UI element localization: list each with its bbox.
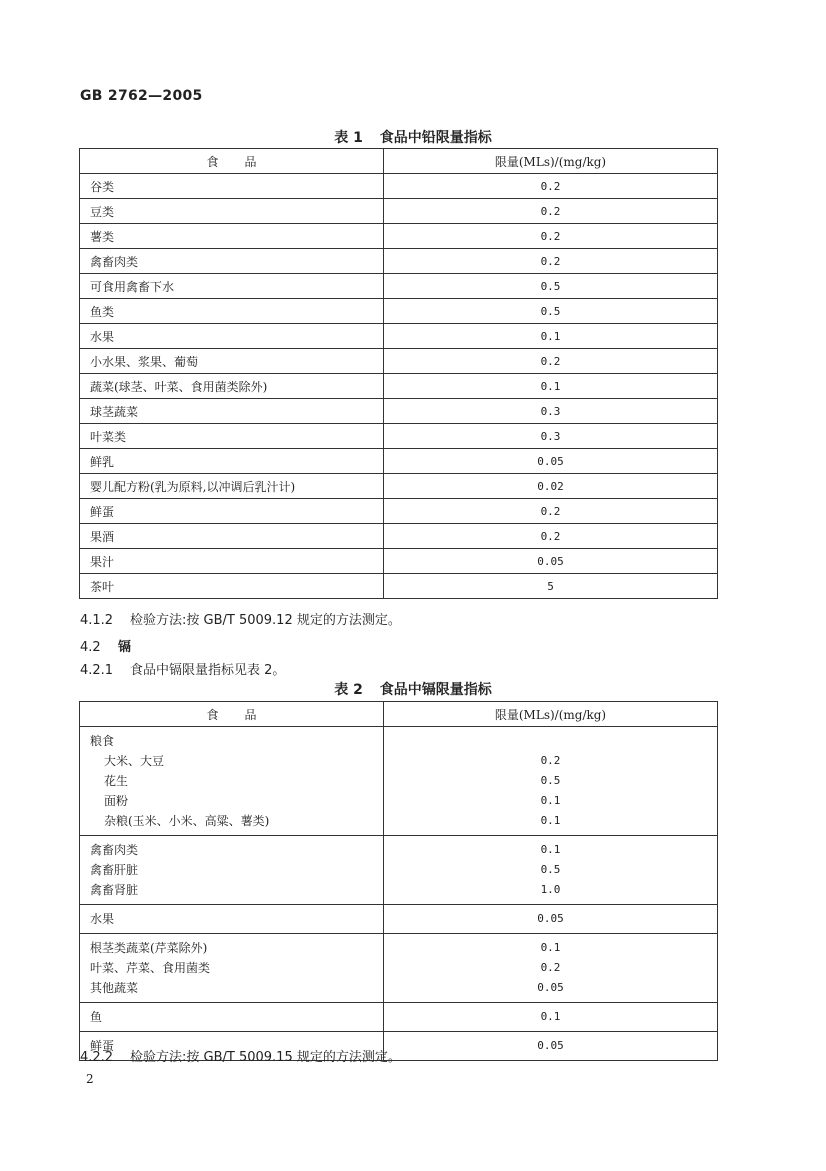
food-name-cell: 薯类 [80,224,384,249]
limit-value-cell: 0.05 [384,549,718,574]
limit-value-cell: 0.2 [384,499,718,524]
food-name-cell [80,934,384,1003]
limit-value: 0.05 [537,912,564,925]
food-name: 禽畜肾脏 [90,883,139,897]
table-row [80,499,718,524]
limit-value: 1.0 [540,883,561,896]
column-header-food: 食品 [80,149,384,174]
food-name-cell: 小水果、浆果、葡萄 [80,349,384,374]
food-name-cell: 鲜蛋 [80,499,384,524]
food-name-cell: 果汁 [80,549,384,574]
section-4-2 [80,636,131,655]
table-row [80,299,718,324]
table-row-group [80,1003,718,1032]
table1-title: 食品中铅限量指标 [379,130,492,146]
column-header-food: 食品 [80,702,384,727]
limit-value-cell: 0.2 [384,174,718,199]
column-header-limit: 限量(MLs)/(mg/kg) [384,702,718,727]
limit-value-cell: 0.3 [384,399,718,424]
limit-value-cell: 0.2 [384,349,718,374]
clause-number: 4.2.1 [80,663,114,678]
limit-value-cell [384,727,718,836]
limit-value: 0.5 [540,774,561,787]
table-row-group [80,836,718,905]
limit-value-cell: 0.2 [384,224,718,249]
table-row [80,199,718,224]
paragraph-4-2-2 [80,1046,401,1065]
food-name-cell: 水果 [80,324,384,349]
limit-value-cell [384,934,718,1003]
food-name-cell [80,1003,384,1032]
table-row [80,549,718,574]
food-name-cell [80,727,384,836]
limit-value: 0.1 [540,843,561,856]
table-row [80,274,718,299]
table-row [80,374,718,399]
section-number: 4.2 [80,640,101,655]
cadmium-limits-table [79,701,718,1061]
clause-text: 检验方法:按 GB/T 5009.12 规定的方法测定。 [130,613,401,628]
food-name-cell [80,836,384,905]
table-header-row [80,149,718,174]
food-name: 花生 [104,774,129,788]
food-name: 禽畜肝脏 [90,863,139,877]
table2-title: 食品中镉限量指标 [379,682,492,698]
table-row [80,349,718,374]
table1-label: 表 1 [334,130,363,146]
food-name-cell: 球茎蔬菜 [80,399,384,424]
table-row [80,399,718,424]
table-row [80,224,718,249]
limit-value-cell: 0.5 [384,274,718,299]
limit-value-cell: 5 [384,574,718,599]
limit-value-cell: 0.2 [384,199,718,224]
food-name-cell: 可食用禽畜下水 [80,274,384,299]
food-name: 叶菜、芹菜、食用菌类 [90,961,211,975]
table-row [80,524,718,549]
limit-value-cell: 0.2 [384,524,718,549]
table-row [80,324,718,349]
table-row-group [80,727,718,836]
limit-value-cell [384,836,718,905]
food-name: 鱼 [90,1010,103,1024]
limit-value: 0.2 [540,961,561,974]
table1-caption [0,127,826,147]
lead-limits-table [79,148,718,599]
paragraph-4-2-1 [80,659,285,678]
food-name-cell: 豆类 [80,199,384,224]
food-name: 鲜蛋 [90,1039,115,1053]
limit-value-cell: 0.2 [384,249,718,274]
food-name: 面粉 [104,794,129,808]
table-row-group [80,934,718,1003]
limit-value: 0.1 [540,794,561,807]
document-code: GB 2762—2005 [80,88,203,104]
food-name: 其他蔬菜 [90,981,139,995]
food-name: 大米、大豆 [104,754,165,768]
food-name-cell: 鱼类 [80,299,384,324]
section-title: 镉 [118,640,132,655]
table-row [80,174,718,199]
clause-number: 4.1.2 [80,613,114,628]
table-row [80,449,718,474]
limit-value: 0.1 [540,941,561,954]
food-name-cell: 婴儿配方粉(乳为原料,以冲调后乳汁计) [80,474,384,499]
food-name-cell: 茶叶 [80,574,384,599]
table-row [80,249,718,274]
table-header-row [80,702,718,727]
food-name-cell: 禽畜肉类 [80,249,384,274]
food-name: 杂粮(玉米、小米、高粱、薯类) [104,814,270,828]
food-name: 禽畜肉类 [90,843,139,857]
limit-value-cell [384,1003,718,1032]
clause-text: 检验方法:按 GB/T 5009.15 规定的方法测定。 [130,1050,401,1065]
food-name-cell: 蔬菜(球茎、叶菜、食用菌类除外) [80,374,384,399]
table2-caption [0,679,826,699]
food-name: 粮食 [90,734,115,748]
food-name-cell: 谷类 [80,174,384,199]
limit-value: 0.05 [537,981,564,994]
limit-value-cell [384,905,718,934]
food-name-cell: 鲜乳 [80,449,384,474]
clause-text: 食品中镉限量指标见表 2。 [130,663,286,678]
limit-value-cell: 0.3 [384,424,718,449]
table-row [80,574,718,599]
table-row-group [80,905,718,934]
limit-value-cell: 0.1 [384,374,718,399]
paragraph-4-1-2 [80,609,401,628]
limit-value-cell: 0.05 [384,449,718,474]
table-row [80,474,718,499]
food-name-cell: 果酒 [80,524,384,549]
food-name: 根茎类蔬菜(芹菜除外) [90,941,208,955]
limit-value: 0.05 [537,1039,564,1052]
clause-number: 4.2.2 [80,1050,114,1065]
limit-value [394,731,707,751]
page-number: 2 [86,1072,94,1086]
limit-value: 0.5 [540,863,561,876]
limit-value-cell: 0.1 [384,324,718,349]
table2-label: 表 2 [334,682,363,698]
food-name: 水果 [90,912,115,926]
limit-value-cell: 0.5 [384,299,718,324]
limit-value: 0.1 [540,1010,561,1023]
limit-value: 0.1 [540,814,561,827]
limit-value: 0.2 [540,754,561,767]
limit-value-cell [384,1032,718,1061]
food-name-cell [80,905,384,934]
limit-value-cell: 0.02 [384,474,718,499]
column-header-limit: 限量(MLs)/(mg/kg) [384,149,718,174]
food-name-cell: 叶菜类 [80,424,384,449]
table-row [80,424,718,449]
